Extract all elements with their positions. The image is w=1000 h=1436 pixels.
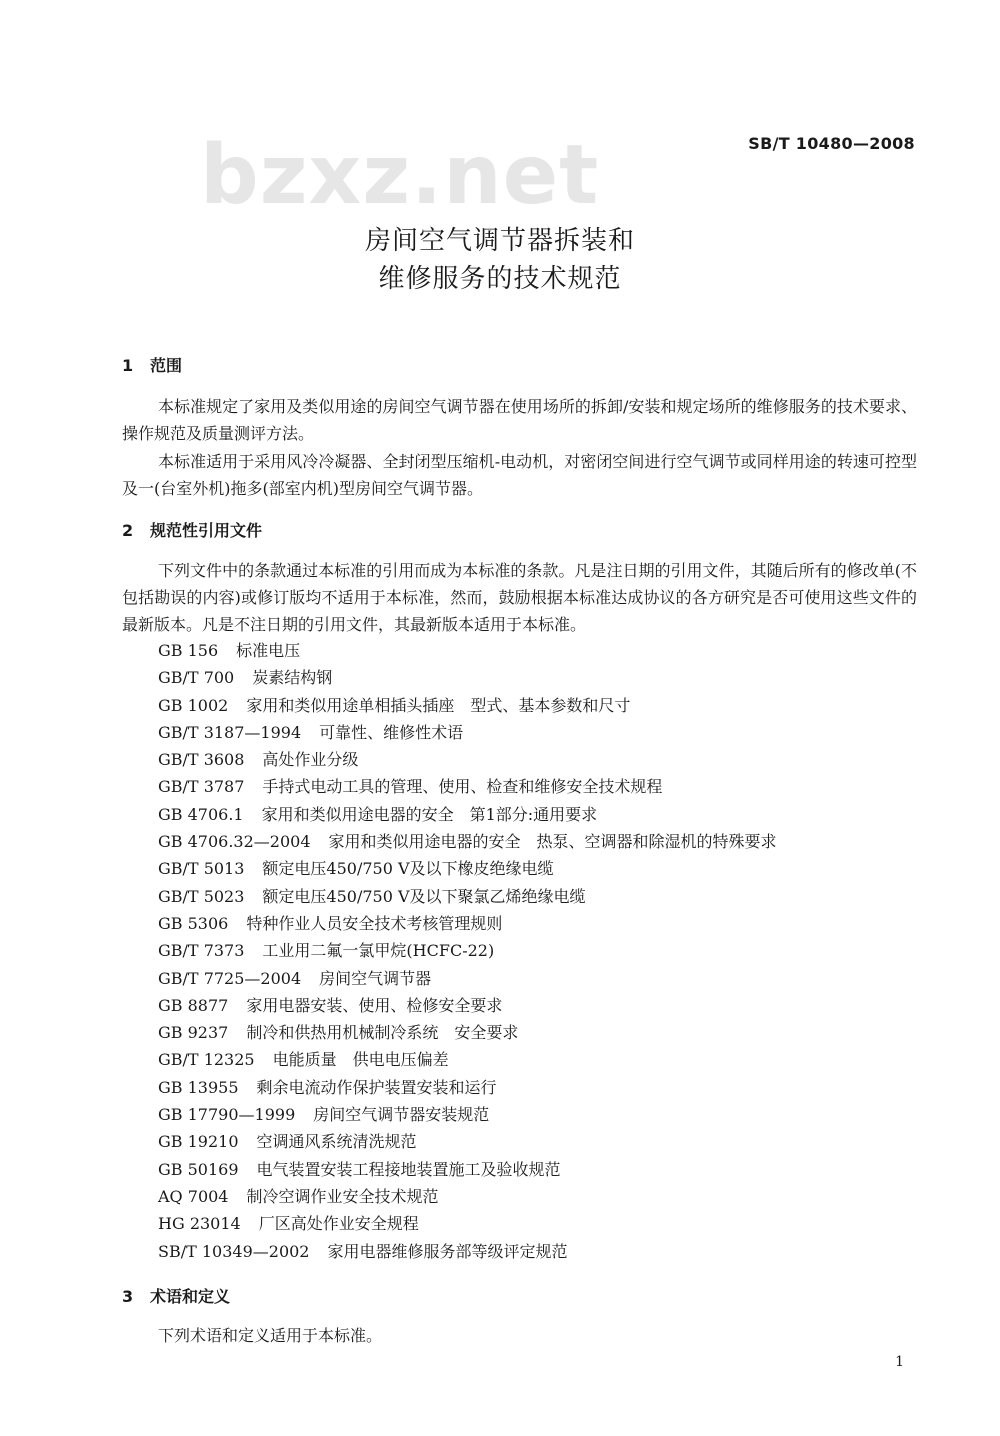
reference-list xyxy=(158,637,777,1265)
section-title: 术语和定义 xyxy=(150,1287,231,1306)
reference-title: 标准电压 xyxy=(236,641,301,660)
list-item xyxy=(158,1156,777,1183)
reference-code: GB 4706.32—2004 xyxy=(158,832,311,852)
title-line-2: 维修服务的技术规范 xyxy=(378,264,622,294)
reference-code: GB 1002 xyxy=(158,695,229,715)
reference-code: GB 8877 xyxy=(158,995,229,1015)
reference-code: GB/T 3787 xyxy=(158,777,245,797)
standard-code: SB/T 10480—2008 xyxy=(748,134,915,153)
reference-title: 特种作业人员安全技术考核管理规则 xyxy=(246,913,503,933)
list-item xyxy=(158,1046,777,1073)
title-line-1: 房间空气调节器拆装和 xyxy=(364,226,635,256)
list-item xyxy=(158,719,777,746)
section-title: 范围 xyxy=(150,356,183,375)
list-item xyxy=(158,746,777,773)
reference-title: 电气装置安装工程接地装置施工及验收规范 xyxy=(256,1159,561,1179)
list-item xyxy=(158,965,777,992)
list-item xyxy=(158,937,777,964)
list-item xyxy=(158,801,777,828)
list-item xyxy=(158,828,777,855)
document-title xyxy=(0,222,1000,298)
watermark: bzxz.net xyxy=(200,128,600,223)
reference-title: 电能质量 供电电压偏差 xyxy=(272,1050,449,1070)
reference-title: 手持式电动工具的管理、使用、检查和维修安全技术规程 xyxy=(262,777,663,797)
reference-title: 工业用二氟一氯甲烷(HCFC-22) xyxy=(262,941,495,961)
reference-code: GB/T 7373 xyxy=(158,941,245,961)
reference-code: GB/T 5023 xyxy=(158,886,245,906)
reference-code: GB/T 700 xyxy=(158,668,235,688)
reference-title: 家用和类似用途电器的安全 第1部分:通用要求 xyxy=(261,804,598,824)
reference-code: GB 5306 xyxy=(158,913,229,933)
section-number: 3 xyxy=(122,1287,134,1306)
reference-code: GB/T 5013 xyxy=(158,859,245,879)
paragraph: 下列文件中的条款通过本标准的引用而成为本标准的条款。凡是注日期的引用文件，其随后所有的修改单(不包括勘误的内容)或修订版均不适用于本标准，然而，鼓励根据本标准达成协议的各方研究是否可使用这些文件的最新版本。凡是不注日期的引用文件，其最新版本适用于本标准。 xyxy=(122,561,917,634)
list-item xyxy=(158,992,777,1019)
list-item xyxy=(158,1238,777,1265)
reference-title: 家用和类似用途电器的安全 热泵、空调器和除湿机的特殊要求 xyxy=(328,832,777,852)
reference-title: 可靠性、维修性术语 xyxy=(319,722,464,742)
paragraph: 本标准规定了家用及类似用途的房间空气调节器在使用场所的拆卸/安装和规定场所的维修服务的技术要求、操作规范及质量测评方法。 xyxy=(122,397,917,443)
reference-title: 炭素结构钢 xyxy=(252,668,333,688)
section-heading-normative-references xyxy=(122,518,262,541)
reference-title: 家用和类似用途单相插头插座 型式、基本参数和尺寸 xyxy=(246,695,631,715)
list-item xyxy=(158,692,777,719)
reference-title: 厂区高处作业安全规程 xyxy=(258,1214,419,1234)
reference-code: AQ 7004 xyxy=(158,1186,229,1206)
reference-code: GB/T 7725—2004 xyxy=(158,968,302,988)
list-item xyxy=(158,855,777,882)
reference-code: GB 9237 xyxy=(158,1023,229,1043)
reference-code: GB/T 12325 xyxy=(158,1050,255,1070)
list-item xyxy=(158,910,777,937)
reference-title: 制冷和供热用机械制冷系统 安全要求 xyxy=(246,1023,519,1043)
list-item xyxy=(158,1210,777,1237)
list-item xyxy=(158,1128,777,1155)
list-item xyxy=(158,1101,777,1128)
reference-title: 家用电器维修服务部等级评定规范 xyxy=(327,1241,568,1261)
reference-title: 额定电压450/750 V及以下橡皮绝缘电缆 xyxy=(262,859,554,879)
paragraph: 本标准适用于采用风冷冷凝器、全封闭型压缩机-电动机，对密闭空间进行空气调节或同样用途的转速可控型及一(台室外机)拖多(部室内机)型房间空气调节器。 xyxy=(122,452,917,498)
list-item xyxy=(158,1019,777,1046)
section-heading-terms-definitions xyxy=(122,1284,230,1307)
reference-code: HG 23014 xyxy=(158,1214,241,1234)
list-item xyxy=(158,1074,777,1101)
reference-code: GB/T 3608 xyxy=(158,750,245,770)
reference-title: 高处作业分级 xyxy=(262,750,359,770)
list-item xyxy=(158,883,777,910)
reference-code: GB 4706.1 xyxy=(158,804,244,824)
reference-title: 房间空气调节器 xyxy=(319,968,432,988)
section-heading-scope xyxy=(122,353,182,376)
list-item xyxy=(158,773,777,800)
section-title: 规范性引用文件 xyxy=(150,521,263,540)
list-item xyxy=(158,664,777,691)
section-number: 2 xyxy=(122,521,134,540)
reference-code: GB/T 3187—1994 xyxy=(158,722,302,742)
list-item xyxy=(158,637,777,664)
section-number: 1 xyxy=(122,356,134,375)
reference-title: 空调通风系统清洗规范 xyxy=(256,1132,417,1152)
reference-title: 房间空气调节器安装规范 xyxy=(313,1105,490,1125)
reference-code: GB 17790—1999 xyxy=(158,1105,296,1125)
paragraph: 下列术语和定义适用于本标准。 xyxy=(158,1326,383,1345)
reference-code: GB 50169 xyxy=(158,1159,239,1179)
reference-title: 家用电器安装、使用、检修安全要求 xyxy=(246,995,503,1015)
reference-code: GB 13955 xyxy=(158,1077,239,1097)
reference-code: GB 156 xyxy=(158,641,219,660)
page-number: 1 xyxy=(895,1354,904,1370)
list-item xyxy=(158,1183,777,1210)
reference-title: 额定电压450/750 V及以下聚氯乙烯绝缘电缆 xyxy=(262,886,586,906)
reference-code: GB 19210 xyxy=(158,1132,239,1152)
reference-code: SB/T 10349—2002 xyxy=(158,1241,310,1261)
reference-title: 制冷空调作业安全技术规范 xyxy=(246,1186,439,1206)
reference-title: 剩余电流动作保护装置安装和运行 xyxy=(256,1077,497,1097)
